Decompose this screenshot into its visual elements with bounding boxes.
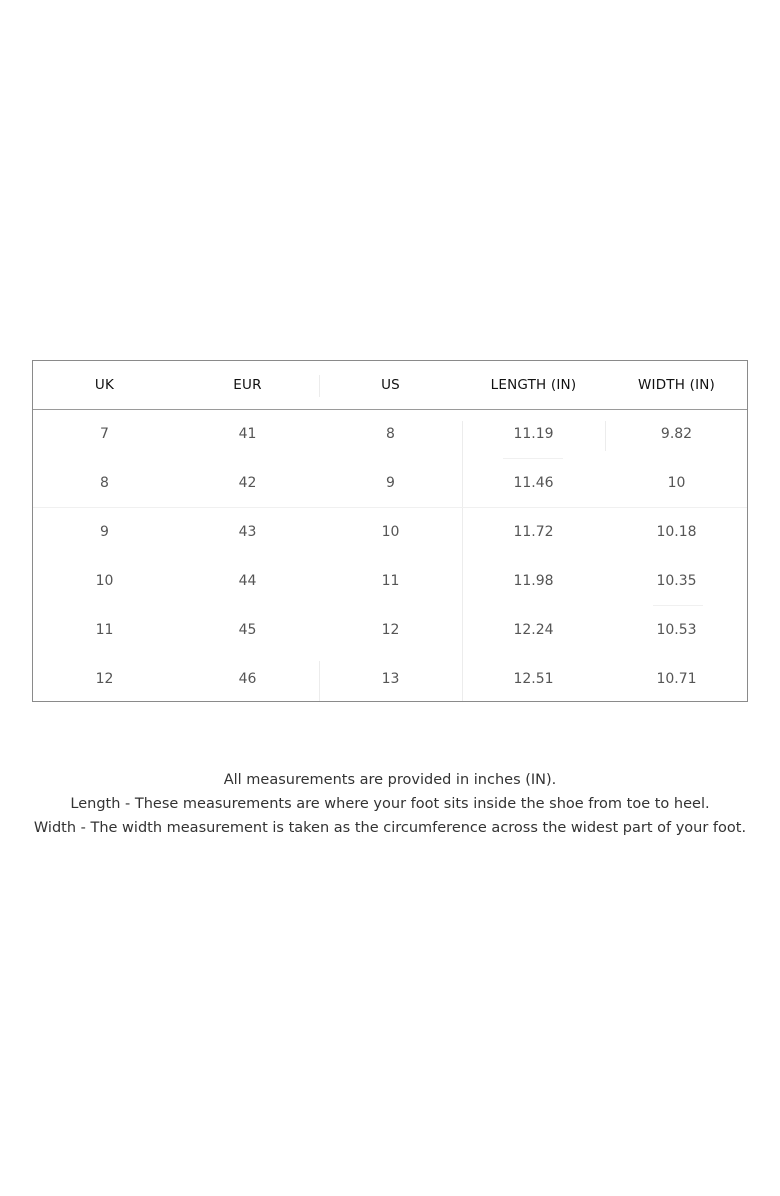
cell-width: 10.71 — [656, 671, 697, 687]
note-length: Length - These measurements are where your foot sits inside the shoe from toe to heel. — [70, 796, 710, 812]
table-row — [33, 459, 747, 508]
cell-eur: 41 — [238, 426, 257, 442]
cell-eur: 43 — [238, 524, 257, 540]
cell-width: 10.53 — [656, 622, 697, 638]
cell-eur: 42 — [238, 475, 257, 491]
cell-length: 12.51 — [513, 671, 554, 687]
header-width: WIDTH (IN) — [637, 377, 716, 393]
cell-uk: 9 — [100, 524, 109, 540]
note-units: All measurements are provided in inches (IN). — [223, 772, 557, 788]
cell-length: 12.24 — [513, 622, 554, 638]
cell-uk: 7 — [100, 426, 109, 442]
cell-us: 13 — [381, 671, 400, 687]
size-chart-table — [32, 360, 748, 702]
cell-uk: 10 — [95, 573, 114, 589]
measurement-notes — [0, 768, 780, 840]
cell-width: 10.35 — [656, 573, 697, 589]
header-uk: UK — [94, 377, 115, 393]
table-row — [33, 508, 747, 557]
table-row — [33, 655, 747, 704]
cell-length: 11.46 — [513, 475, 554, 491]
cell-length: 11.98 — [513, 573, 554, 589]
cell-eur: 45 — [238, 622, 257, 638]
cell-length: 11.72 — [513, 524, 554, 540]
table-row — [33, 557, 747, 606]
cell-us: 10 — [381, 524, 400, 540]
cell-eur: 46 — [238, 671, 257, 687]
column-divider — [319, 375, 320, 397]
cell-length: 11.19 — [513, 426, 554, 442]
table-header-row — [33, 361, 747, 410]
cell-uk: 12 — [95, 671, 114, 687]
header-us: US — [381, 377, 400, 393]
cell-uk: 11 — [95, 622, 114, 638]
header-eur: EUR — [233, 377, 262, 393]
cell-us: 8 — [386, 426, 395, 442]
table-row — [33, 410, 747, 459]
cell-width: 9.82 — [660, 426, 693, 442]
cell-us: 11 — [381, 573, 400, 589]
table-row — [33, 606, 747, 655]
note-width: Width - The width measurement is taken as the circumference across the widest part of your foot. — [33, 820, 747, 836]
cell-us: 12 — [381, 622, 400, 638]
cell-eur: 44 — [238, 573, 257, 589]
cell-uk: 8 — [100, 475, 109, 491]
cell-width: 10 — [667, 475, 686, 491]
header-length: LENGTH (IN) — [490, 377, 577, 393]
cell-width: 10.18 — [656, 524, 697, 540]
cell-us: 9 — [386, 475, 395, 491]
